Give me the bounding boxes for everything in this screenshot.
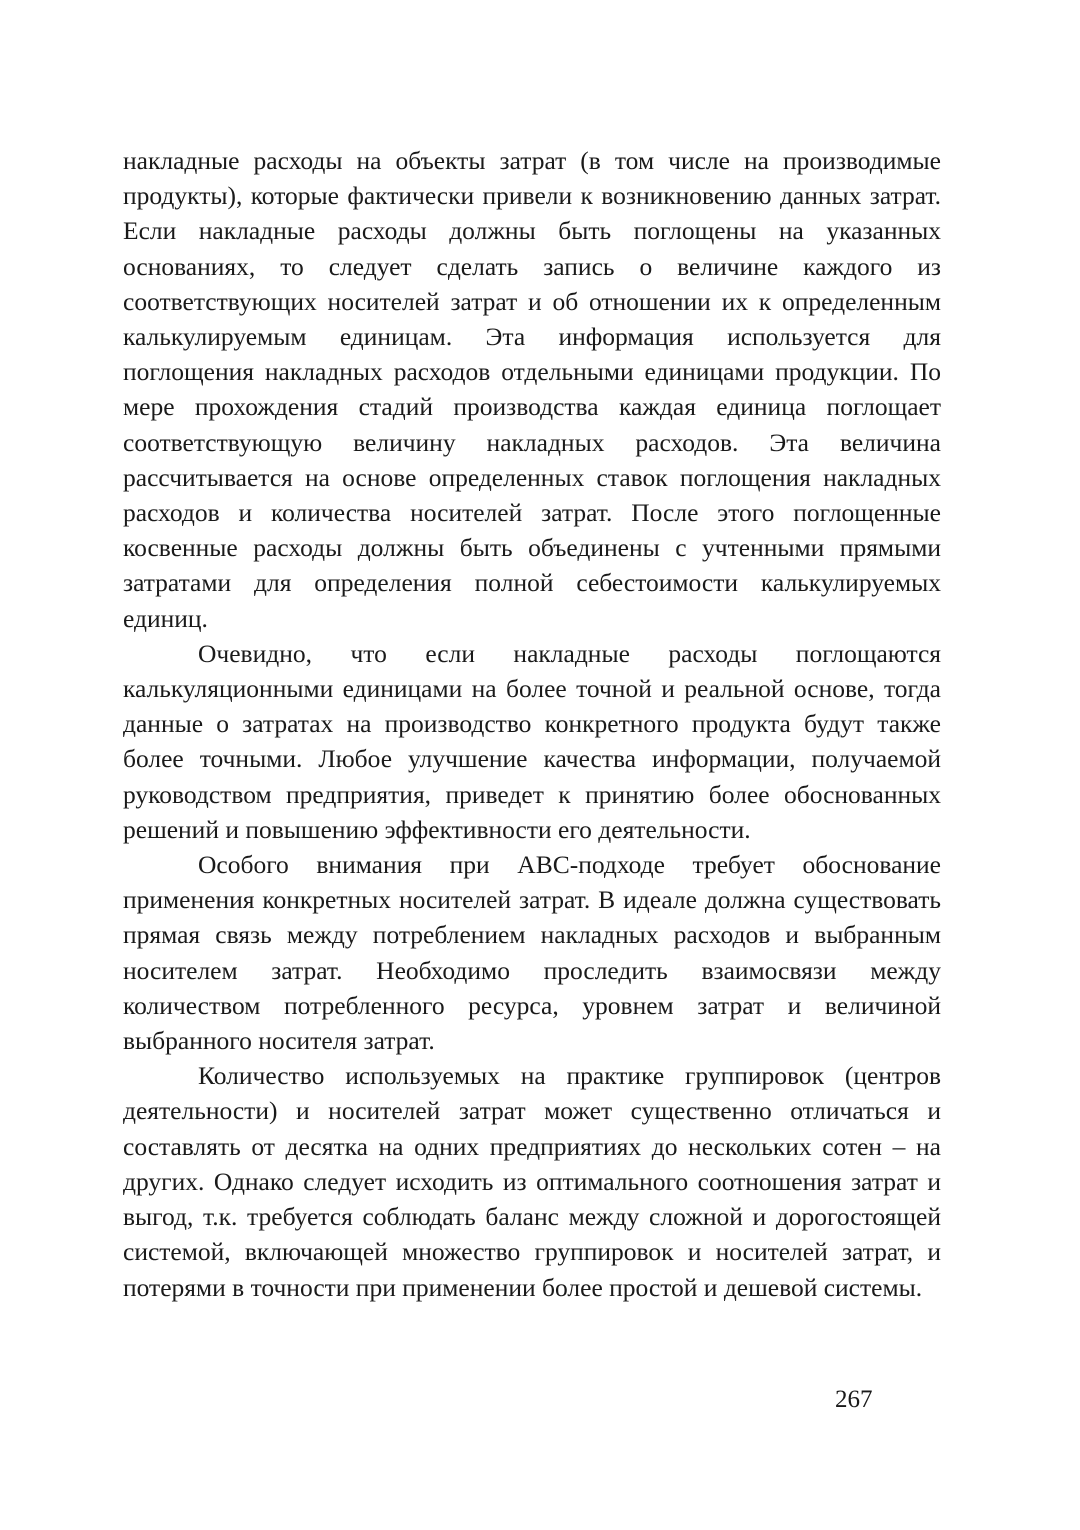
paragraph-1: накладные расходы на объекты затрат (в том числе на производимые продукты), которые фактически привели к возникновению данных затрат. Если накладные расходы должны быть поглощены на указанных основаниях, то следует сделать запись о величине каждого из соответствующих носителей затрат и об отношении их к определенным калькулируемым единицам. Эта информация используется для поглощения накладных расходов отдельными единицами продукции. По мере прохождения стадий производства каждая единица поглощает соответствующую величину накладных расходов. Эта величина рассчитывается на основе определенных ставок поглощения накладных расходов и количества носителей затрат. После этого поглощенные косвенные расходы должны быть объединены с учтенными прямыми затратами для определения полной себестоимости калькулируемых единиц. bbox=[123, 146, 941, 633]
body-text bbox=[123, 143, 941, 1305]
paragraph-2: Очевидно, что если накладные расходы поглощаются калькуляционными единицами на более точной и реальной основе, тогда данные о затратах на производство конкретного продукта будут также более точными. Любое улучшение качества информации, получаемой руководством предприятия, приведет к принятию более обоснованных решений и повышению эффективности его деятельности. bbox=[123, 638, 941, 844]
paragraph-4: Количество используемых на практике группировок (центров деятельности) и носителей затрат может существенно отличаться и составлять от десятка на одних предприятиях до нескольких сотен – на других. Однако следует исходить из оптимального соотношения затрат и выгод, т.к. требуется соблюдать баланс между сложной и дорогостоящей системой, включающей множество группировок и носителей затрат, и потерями в точности при применении более простой и дешевой системы. bbox=[123, 1061, 941, 1302]
paragraph-3: Особого внимания при АВС-подходе требует обоснование применения конкретных носителей затрат. В идеале должна существовать прямая связь между потреблением накладных расходов и выбранным носителем затрат. Необходимо проследить взаимосвязи между количеством потребленного ресурса, уровнем затрат и величиной выбранного носителя затрат. bbox=[123, 850, 941, 1056]
page-number: 267 bbox=[835, 1386, 873, 1413]
